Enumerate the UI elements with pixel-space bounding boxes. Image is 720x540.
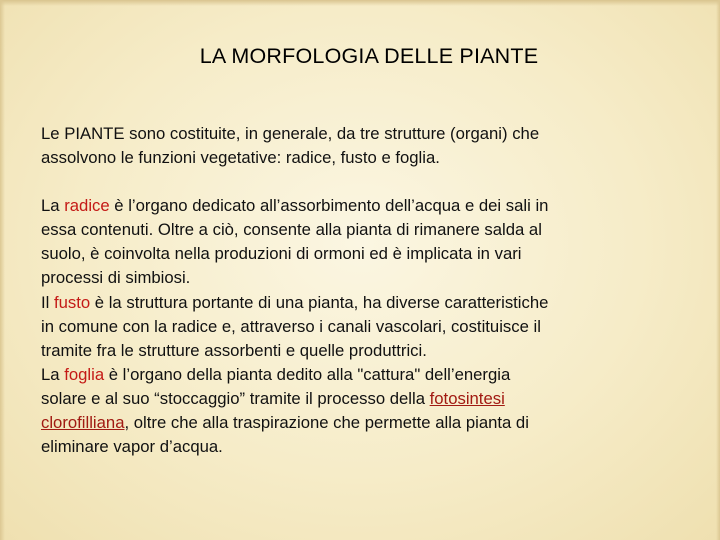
fusto-line-2: in comune con la radice e, attraverso i canali vascolari, costituisce il (41, 316, 541, 336)
fusto-paragraph (41, 291, 681, 363)
foglia-paragraph (41, 363, 681, 459)
slide-right-shadow (716, 0, 720, 540)
fotosintesi-link[interactable]: fotosintesi (429, 388, 505, 408)
fusto-line-3: tramite fra le strutture assorbenti e quelle produttrici. (41, 340, 427, 360)
radice-line-2: essa contenuti. Oltre a ciò, consente alla pianta di rimanere salda al (41, 220, 542, 240)
slide-title: LA MORFOLOGIA DELLE PIANTE (199, 44, 539, 68)
foglia-line-1: è l’organo della pianta dedito alla "cattura" dell’energia (104, 364, 511, 384)
foglia-line-4: eliminare vapor d’acqua. (41, 437, 223, 457)
radice-line-4: processi di simbiosi. (41, 268, 191, 288)
paragraph-spacer (41, 170, 681, 194)
fusto-keyword: fusto (53, 292, 91, 312)
fusto-prefix: Il (41, 292, 54, 312)
radice-prefix: La (41, 196, 65, 216)
radice-keyword: radice (64, 196, 110, 216)
slide-body (41, 122, 681, 459)
foglia-keyword: foglia (64, 364, 105, 384)
slide-top-shadow (0, 0, 720, 6)
intro-paragraph (41, 122, 681, 170)
foglia-line-3: , oltre che alla traspirazione che permette alla pianta di (124, 413, 529, 433)
fusto-line-1: è la struttura portante di una pianta, ha diverse caratteristiche (90, 292, 549, 312)
foglia-prefix: La (41, 364, 65, 384)
slide-left-shadow (0, 0, 5, 540)
intro-line-2: assolvono le funzioni vegetative: radice, fusto e foglia. (41, 148, 440, 168)
radice-line-3: suolo, è coinvolta nella produzioni di ormoni ed è implicata in vari (41, 244, 522, 264)
foglia-line-2: solare e al suo “stoccaggio” tramite il processo della (41, 388, 430, 408)
clorofilliana-link[interactable]: clorofilliana (41, 413, 125, 433)
intro-line-1: Le PIANTE sono costituite, in generale, da tre strutture (organi) che (41, 124, 540, 143)
radice-paragraph (41, 194, 681, 290)
radice-line-1: è l’organo dedicato all’assorbimento dell’acqua e dei sali in (109, 196, 549, 216)
